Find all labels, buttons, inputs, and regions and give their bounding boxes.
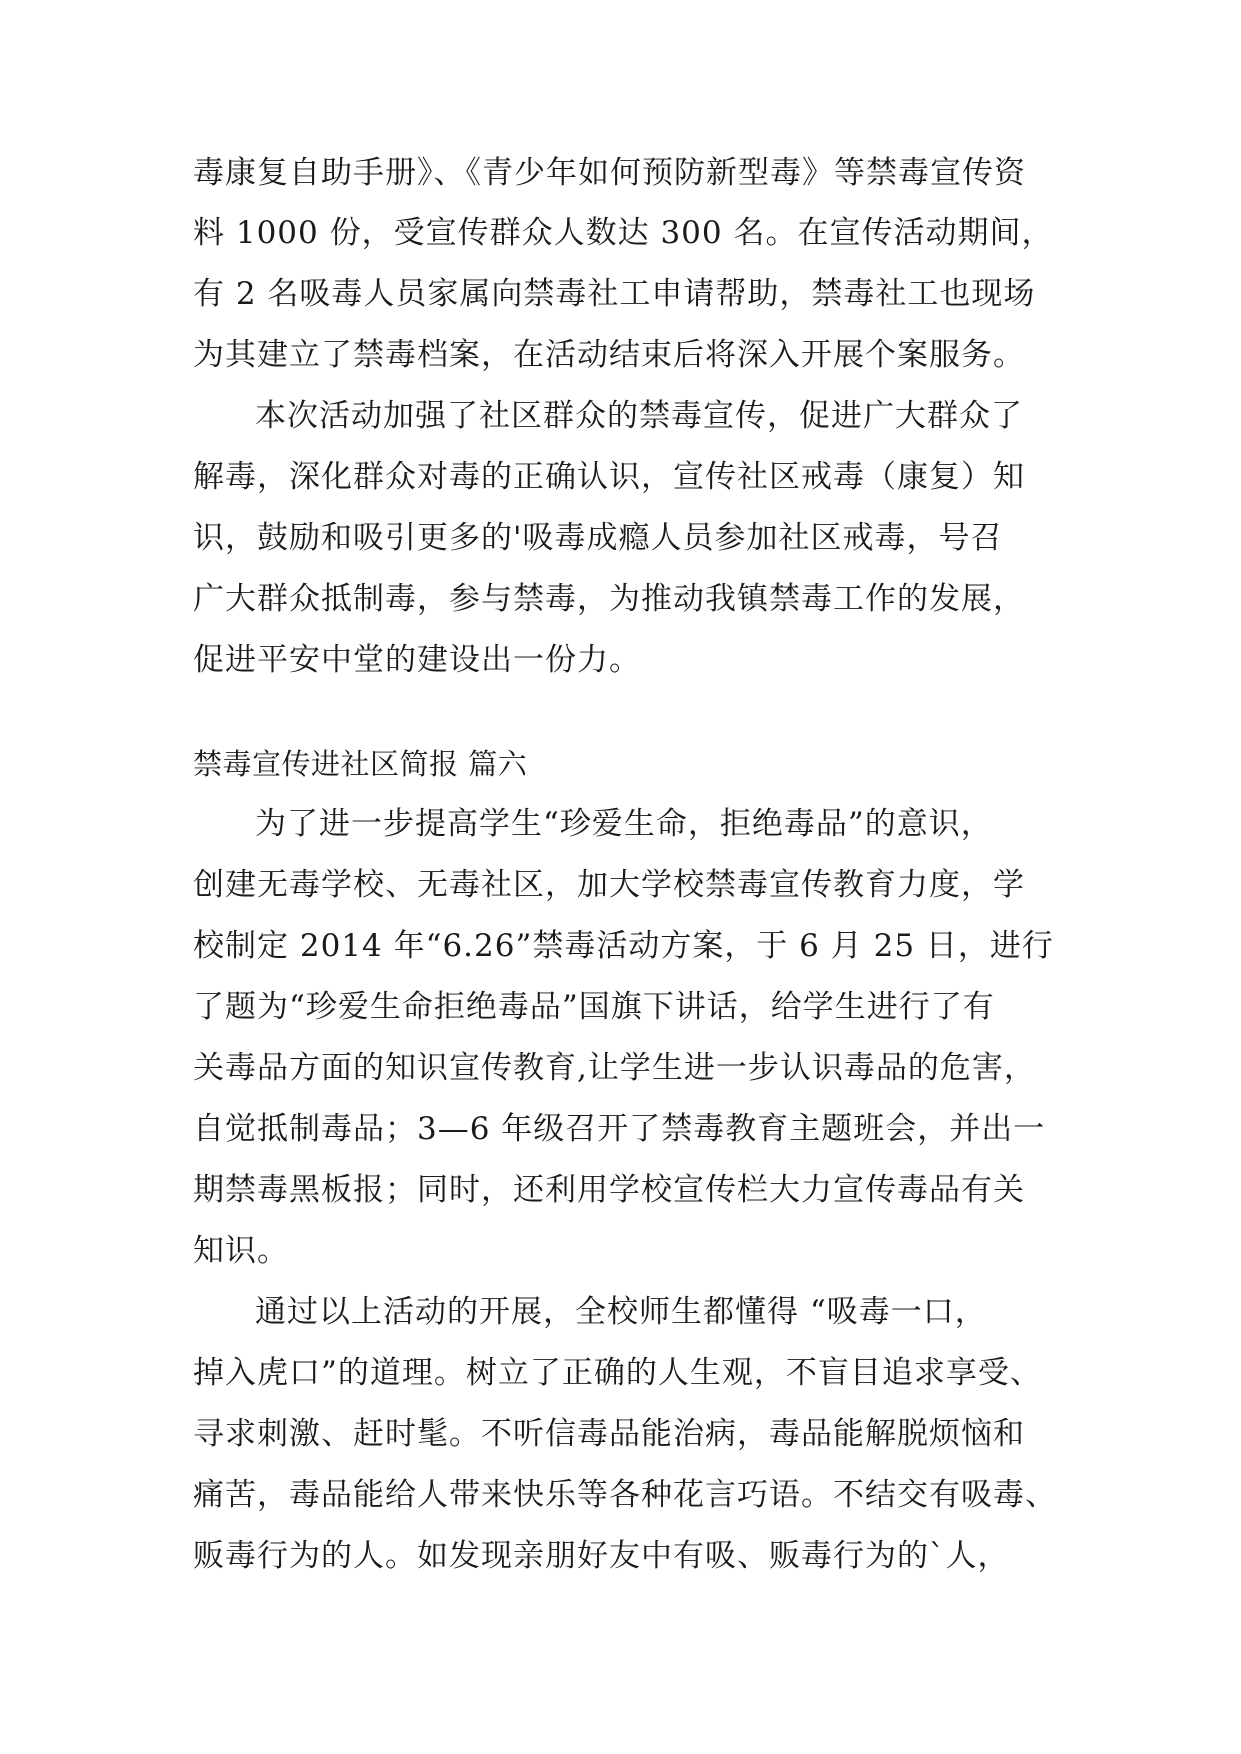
text-line: 料 1000 份，受宣传群众人数达 300 名。在宣传活动期间， xyxy=(193,215,1054,251)
text-line: 创建无毒学校、无毒社区，加大学校禁毒宣传教育力度，学 xyxy=(193,867,1025,903)
text-line: 校制定 2014 年“6.26”禁毒活动方案，于 6 月 25 日，进行 xyxy=(193,928,1054,964)
text-line: 本次活动加强了社区群众的禁毒宣传，促进广大群众了 xyxy=(255,398,1023,434)
text-line: 关毒品方面的知识宣传教育,让学生进一步认识毒品的危害， xyxy=(193,1050,1036,1086)
text-line: 促进平安中堂的建设出一份力。 xyxy=(193,642,641,678)
text-line: 有 2 名吸毒人员家属向禁毒社工申请帮助，禁毒社工也现场 xyxy=(193,276,1036,312)
text-line: 掉入虎口”的道理。树立了正确的人生观，不盲目追求享受、 xyxy=(193,1355,1042,1391)
text-line: 了题为“珍爱生命拒绝毒品”国旗下讲话，给学生进行了有 xyxy=(193,989,995,1025)
text-line: 痛苦，毒品能给人带来快乐等各种花言巧语。不结交有吸毒、 xyxy=(193,1477,1057,1513)
text-line: 为了进一步提高学生“珍爱生命，拒绝毒品”的意识， xyxy=(255,806,993,842)
text-line: 期禁毒黑板报；同时，还利用学校宣传栏大力宣传毒品有关 xyxy=(193,1172,1025,1208)
text-line: 解毒，深化群众对毒的正确认识，宣传社区戒毒（康复）知 xyxy=(193,459,1025,495)
text-line: 为其建立了禁毒档案，在活动结束后将深入开展个案服务。 xyxy=(193,337,1025,373)
section-heading: 禁毒宣传进社区简报 篇六 xyxy=(193,747,528,781)
text-line: 贩毒行为的人。如发现亲朋好友中有吸、贩毒行为的`人， xyxy=(193,1538,1010,1574)
text-line: 广大群众抵制毒，参与禁毒，为推动我镇禁毒工作的发展， xyxy=(193,581,1025,617)
text-line: 知识。 xyxy=(193,1233,289,1269)
text-line: 识，鼓励和吸引更多的'吸毒成瘾人员参加社区戒毒，号召 xyxy=(193,520,1003,556)
text-line: 寻求刺激、赶时髦。不听信毒品能治病，毒品能解脱烦恼和 xyxy=(193,1416,1025,1452)
text-line: 毒康复自助手册》、《青少年如何预防新型毒》等禁毒宣传资 xyxy=(193,155,1026,191)
text-line: 自觉抵制毒品；3—6 年级召开了禁毒教育主题班会，并出一 xyxy=(193,1111,1046,1147)
text-line: 通过以上活动的开展，全校师生都懂得 “吸毒一口， xyxy=(255,1294,987,1330)
